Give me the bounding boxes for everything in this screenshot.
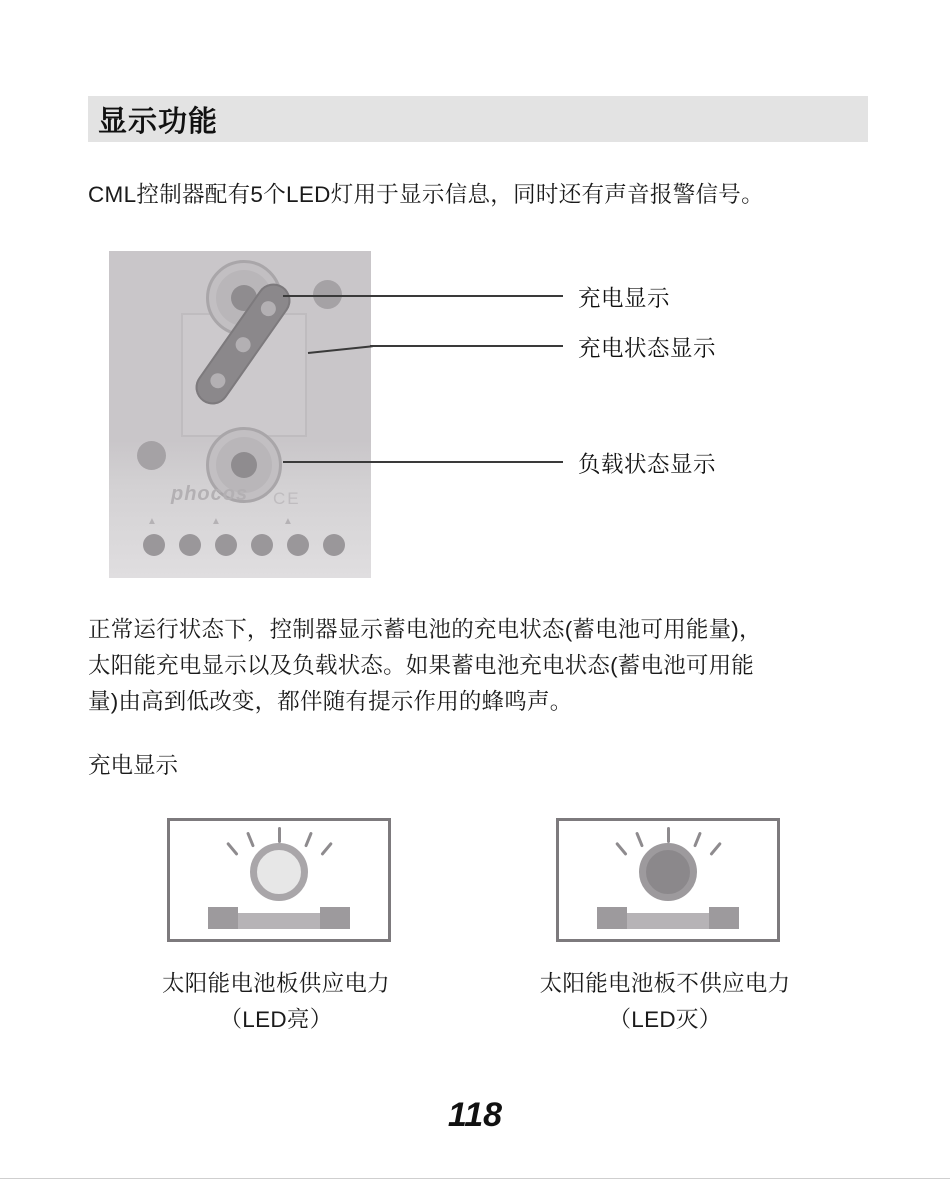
leader-line-charge-display [283, 295, 563, 297]
led-on-caption-line1: 太阳能电池板供应电力 [161, 971, 390, 996]
leader-line-load-state-display [283, 461, 563, 463]
leader-line-charge-state-display [370, 345, 563, 347]
led-off-figure [556, 818, 780, 942]
device-terminal-row: ▲ ▲ ▲ [137, 534, 337, 564]
callout-load-state-display: 负载状态显示 [578, 452, 717, 477]
led-on-caption [96, 966, 456, 1038]
callout-charge-state-display: 充电状态显示 [578, 336, 717, 361]
ce-mark-label: CE [273, 489, 301, 508]
callout-charge-display: 充电显示 [578, 286, 671, 311]
page-bottom-rule [0, 1178, 950, 1179]
body-line-1: 正常运行状态下，控制器显示蓄电池的充电状态(蓄电池可用能量)， [88, 617, 762, 642]
section-heading-bar [88, 96, 868, 142]
led-on-figure [167, 818, 391, 942]
body-line-3: 量)由高到低改变，都伴随有提示作用的蜂鸣声。 [88, 689, 573, 714]
led-off-caption-line2: （LED灭） [608, 1007, 722, 1032]
device-small-led-bottom-left-icon [137, 441, 166, 470]
subsection-label-charge-display: 充电显示 [88, 753, 179, 778]
body-line-2: 太阳能充电显示以及负载状态。如果蓄电池充电状态(蓄电池可用能 [88, 653, 754, 678]
led-lamp-off-icon [639, 843, 697, 901]
intro-paragraph: CML控制器配有5个LED灯用于显示信息，同时还有声音报警信号。 [88, 182, 764, 207]
led-base-icon [603, 913, 733, 929]
body-paragraph [88, 612, 878, 720]
led-base-icon [214, 913, 344, 929]
led-lamp-on-icon [250, 843, 308, 901]
controller-device-figure [109, 251, 371, 578]
page-number: 118 [447, 1096, 503, 1134]
led-off-caption [485, 966, 845, 1038]
led-on-caption-line2: （LED亮） [219, 1007, 333, 1032]
page-title: 显示功能 [98, 105, 219, 138]
device-brand-label: phocos [171, 483, 249, 505]
led-off-caption-line1: 太阳能电池板不供应电力 [539, 971, 791, 996]
